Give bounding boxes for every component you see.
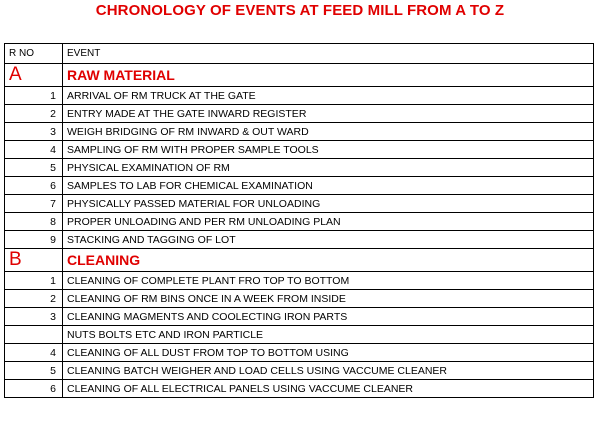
row-number: 1 <box>5 272 63 290</box>
section-letter: B <box>5 249 63 272</box>
section-title: CLEANING <box>63 249 594 272</box>
row-event: STACKING AND TAGGING OF LOT <box>63 231 594 249</box>
row-number: 4 <box>5 141 63 159</box>
row-event: ENTRY MADE AT THE GATE INWARD REGISTER <box>63 105 594 123</box>
section-row <box>5 249 594 272</box>
row-number: 5 <box>5 362 63 380</box>
section-row <box>5 64 594 87</box>
row-event: PHYSICAL EXAMINATION OF RM <box>63 159 594 177</box>
events-table <box>4 43 594 398</box>
row-number: 3 <box>5 308 63 326</box>
row-event: SAMPLING OF RM WITH PROPER SAMPLE TOOLS <box>63 141 594 159</box>
row-number: 2 <box>5 290 63 308</box>
row-number: 1 <box>5 87 63 105</box>
table-row <box>5 105 594 123</box>
row-event: ARRIVAL OF RM TRUCK AT THE GATE <box>63 87 594 105</box>
row-event: CLEANING BATCH WEIGHER AND LOAD CELLS USING VACCUME CLEANER <box>63 362 594 380</box>
table-row <box>5 87 594 105</box>
table-row <box>5 177 594 195</box>
table-row <box>5 159 594 177</box>
row-event: WEIGH BRIDGING OF RM INWARD & OUT WARD <box>63 123 594 141</box>
row-event: NUTS BOLTS ETC AND IRON PARTICLE <box>63 326 594 344</box>
row-event: PROPER UNLOADING AND PER RM UNLOADING PLAN <box>63 213 594 231</box>
header-row <box>5 44 594 64</box>
table-row <box>5 231 594 249</box>
row-event: CLEANING MAGMENTS AND COOLECTING IRON PARTS <box>63 308 594 326</box>
section-title: RAW MATERIAL <box>63 64 594 87</box>
row-event: CLEANING OF ALL DUST FROM TOP TO BOTTOM USING <box>63 344 594 362</box>
table-row <box>5 308 594 326</box>
row-event: CLEANING OF ALL ELECTRICAL PANELS USING VACCUME CLEANER <box>63 380 594 398</box>
row-event: PHYSICALLY PASSED MATERIAL FOR UNLOADING <box>63 195 594 213</box>
row-event: SAMPLES TO LAB FOR CHEMICAL EXAMINATION <box>63 177 594 195</box>
row-number: 8 <box>5 213 63 231</box>
table-row <box>5 272 594 290</box>
table-row <box>5 362 594 380</box>
header-rno: R NO <box>5 44 63 64</box>
table-row <box>5 213 594 231</box>
row-number <box>5 326 63 344</box>
row-event: CLEANING OF RM BINS ONCE IN A WEEK FROM INSIDE <box>63 290 594 308</box>
row-number: 4 <box>5 344 63 362</box>
row-event: CLEANING OF COMPLETE PLANT FRO TOP TO BOTTOM <box>63 272 594 290</box>
table-row <box>5 380 594 398</box>
table-row <box>5 123 594 141</box>
table-row <box>5 326 594 344</box>
row-number: 6 <box>5 177 63 195</box>
section-letter: A <box>5 64 63 87</box>
table-row <box>5 344 594 362</box>
document-title: CHRONOLOGY OF EVENTS AT FEED MILL FROM A TO Z <box>95 2 505 19</box>
table-row <box>5 290 594 308</box>
header-event: EVENT <box>63 44 594 64</box>
row-number: 6 <box>5 380 63 398</box>
table-row <box>5 141 594 159</box>
row-number: 7 <box>5 195 63 213</box>
row-number: 9 <box>5 231 63 249</box>
row-number: 3 <box>5 123 63 141</box>
row-number: 2 <box>5 105 63 123</box>
row-number: 5 <box>5 159 63 177</box>
table-row <box>5 195 594 213</box>
